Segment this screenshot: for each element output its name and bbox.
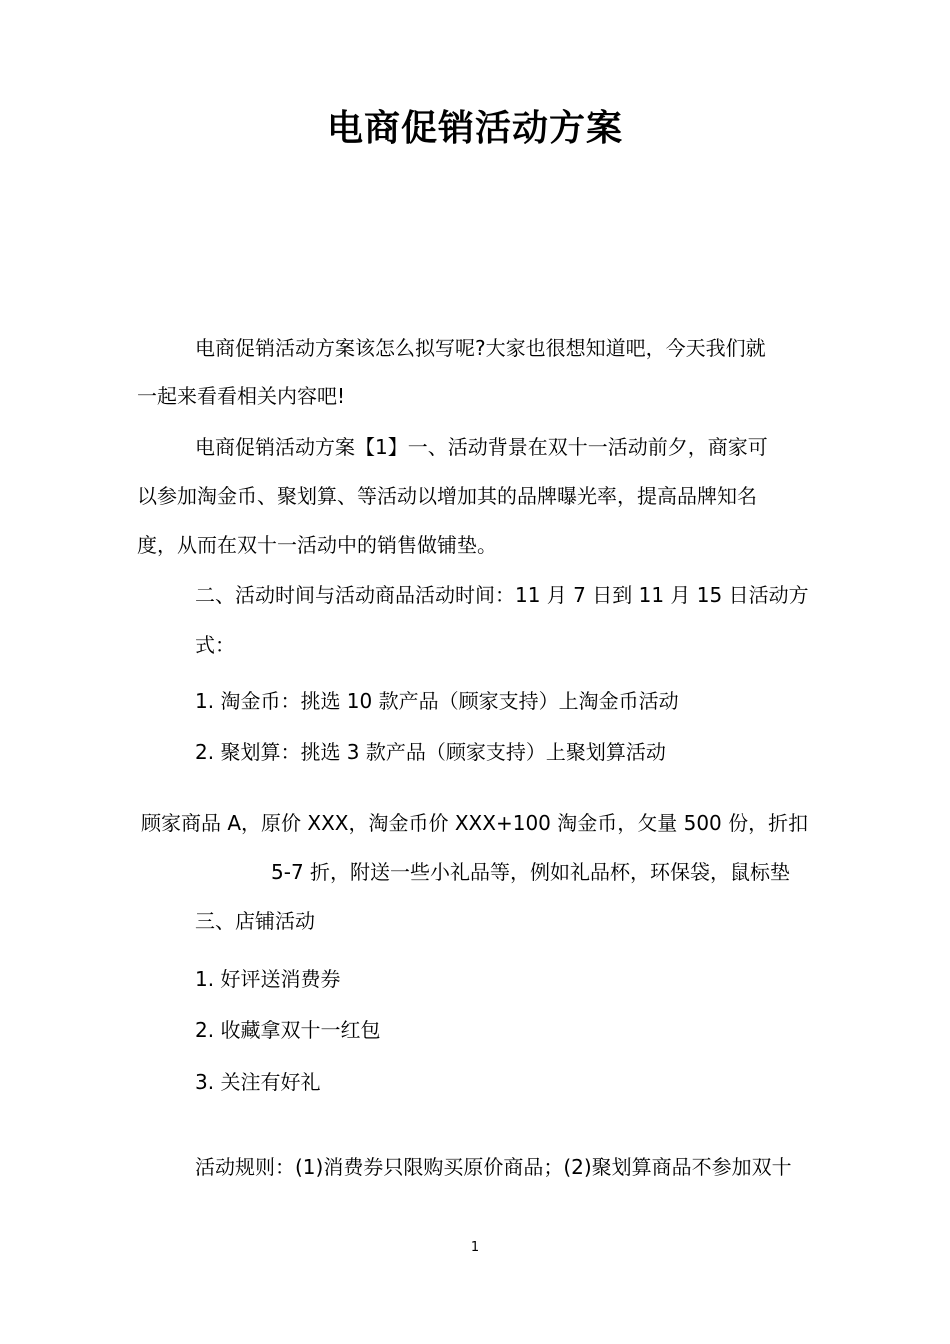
section3-heading: 三、店铺活动 <box>195 909 315 933</box>
document-title: 电商促销活动方案 <box>326 108 623 149</box>
product-line-2: 5-7 折，附送一些小礼品等，例如礼品杯，环保袋，鼠标垫 <box>271 860 791 884</box>
intro-line-1: 电商促销活动方案该怎么拟写呢?大家也很想知道吧，今天我们就 <box>195 336 766 360</box>
section2-line-2: 式： <box>195 633 235 657</box>
rules-line-1: 活动规则：(1)消费券只限购买原价商品；(2)聚划算商品不参加双十 <box>195 1155 792 1179</box>
plan1-line-2: 以参加淘金币、聚划算、等活动以增加其的品牌曝光率，提高品牌知名 <box>137 484 757 508</box>
plan1-line-1: 电商促销活动方案【1】一、活动背景在双十一活动前夕，商家可 <box>195 435 768 459</box>
list-item-favorite-redpacket: 2. 收藏拿双十一红包 <box>195 1018 381 1042</box>
page-number: 1 <box>470 1240 480 1255</box>
list-item-review-coupon: 1. 好评送消费券 <box>195 967 341 991</box>
section2-line-1: 二、活动时间与活动商品活动时间：11 月 7 日到 11 月 15 日活动方 <box>195 583 809 607</box>
plan1-line-3: 度，从而在双十一活动中的销售做铺垫。 <box>137 533 497 557</box>
product-line-1: 顾家商品 A，原价 XXX，淘金币价 XXX+100 淘金币，攵量 500 份，折扣 <box>141 811 809 835</box>
list-item-taojinbi: 1. 淘金币：挑选 10 款产品（顾家支持）上淘金币活动 <box>195 689 679 713</box>
list-item-juhuasuan: 2. 聚划算：挑选 3 款产品（顾家支持）上聚划算活动 <box>195 740 666 764</box>
intro-line-2: 一起来看看相关内容吧! <box>137 384 346 408</box>
list-item-follow-gift: 3. 关注有好礼 <box>195 1070 321 1094</box>
